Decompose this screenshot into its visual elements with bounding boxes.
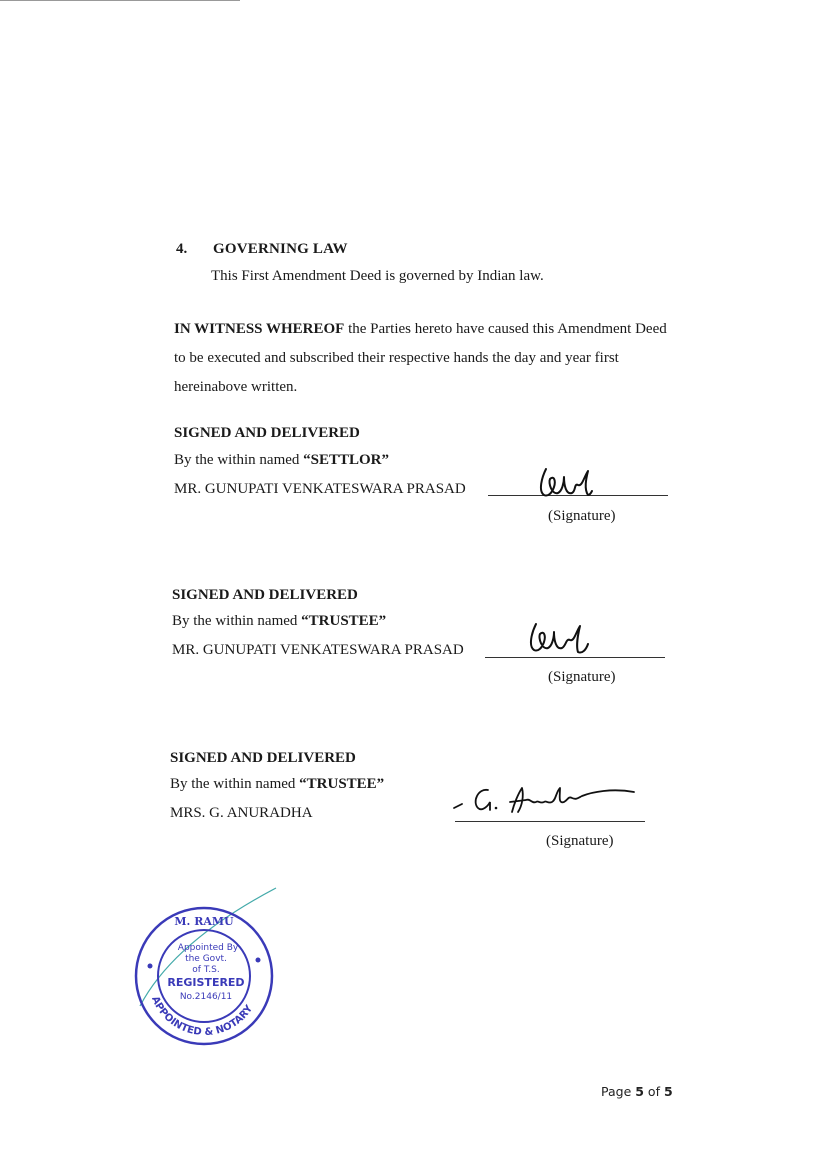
signature-by-line-3 — [170, 776, 384, 793]
signature-heading-3: SIGNED AND DELIVERED — [170, 750, 356, 766]
stamp-registered: REGISTERED — [167, 976, 245, 989]
witness-paragraph — [174, 315, 674, 402]
section-body: This First Amendment Deed is governed by Indian law. — [211, 268, 544, 284]
stamp-regno: No.2146/11 — [179, 992, 233, 1002]
footer-total-pages: 5 — [663, 1084, 673, 1099]
signatory-role: “TRUSTEE” — [301, 613, 387, 629]
signature-by-line-2 — [172, 613, 386, 630]
signature-by-line-1 — [174, 452, 389, 469]
scan-edge-line — [0, 0, 240, 1]
signatory-name-2: MR. GUNUPATI VENKATESWARA PRASAD — [172, 642, 464, 658]
stamp-name: M. RAMU — [174, 915, 234, 928]
footer-of-word: of — [643, 1084, 664, 1099]
witness-lead: IN WITNESS WHEREOF — [174, 321, 345, 337]
section-title: GOVERNING LAW — [213, 241, 348, 257]
stamp-line1: Appointed By — [177, 943, 239, 953]
by-prefix: By the within named — [172, 613, 302, 629]
stamp-ring-text: APPOINTED & NOTARY — [149, 994, 256, 1039]
signatory-role: “SETTLOR” — [303, 452, 390, 468]
stamp-line3: of T.S. — [192, 965, 220, 975]
witness-text: the Parties hereto have caused this Amendment Deed to be executed and subscribed their respective hands the day and year first hereinabove written. — [174, 321, 667, 395]
by-prefix: By the within named — [174, 452, 304, 468]
signature-label-1: (Signature) — [548, 508, 616, 524]
signatory-name-3: MRS. G. ANURADHA — [170, 805, 313, 821]
signatory-name-1: MR. GUNUPATI VENKATESWARA PRASAD — [174, 481, 466, 497]
handwritten-signature-2 — [522, 618, 597, 656]
stamp-line2: the Govt. — [185, 954, 227, 964]
page-footer — [601, 1084, 673, 1099]
signature-line-3 — [455, 821, 645, 822]
signature-label-3: (Signature) — [546, 833, 614, 849]
by-prefix: By the within named — [170, 776, 300, 792]
notary-stamp — [130, 888, 280, 1048]
footer-page-word: Page — [601, 1084, 636, 1099]
signature-label-2: (Signature) — [548, 669, 616, 685]
signature-heading-1: SIGNED AND DELIVERED — [174, 425, 360, 441]
handwritten-signature-1 — [534, 465, 604, 501]
handwritten-signature-3 — [452, 778, 642, 820]
signature-heading-2: SIGNED AND DELIVERED — [172, 587, 358, 603]
section-number: 4. — [176, 241, 188, 257]
signatory-role: “TRUSTEE” — [299, 776, 385, 792]
footer-current-page: 5 — [635, 1084, 644, 1099]
signature-line-2 — [485, 657, 665, 658]
